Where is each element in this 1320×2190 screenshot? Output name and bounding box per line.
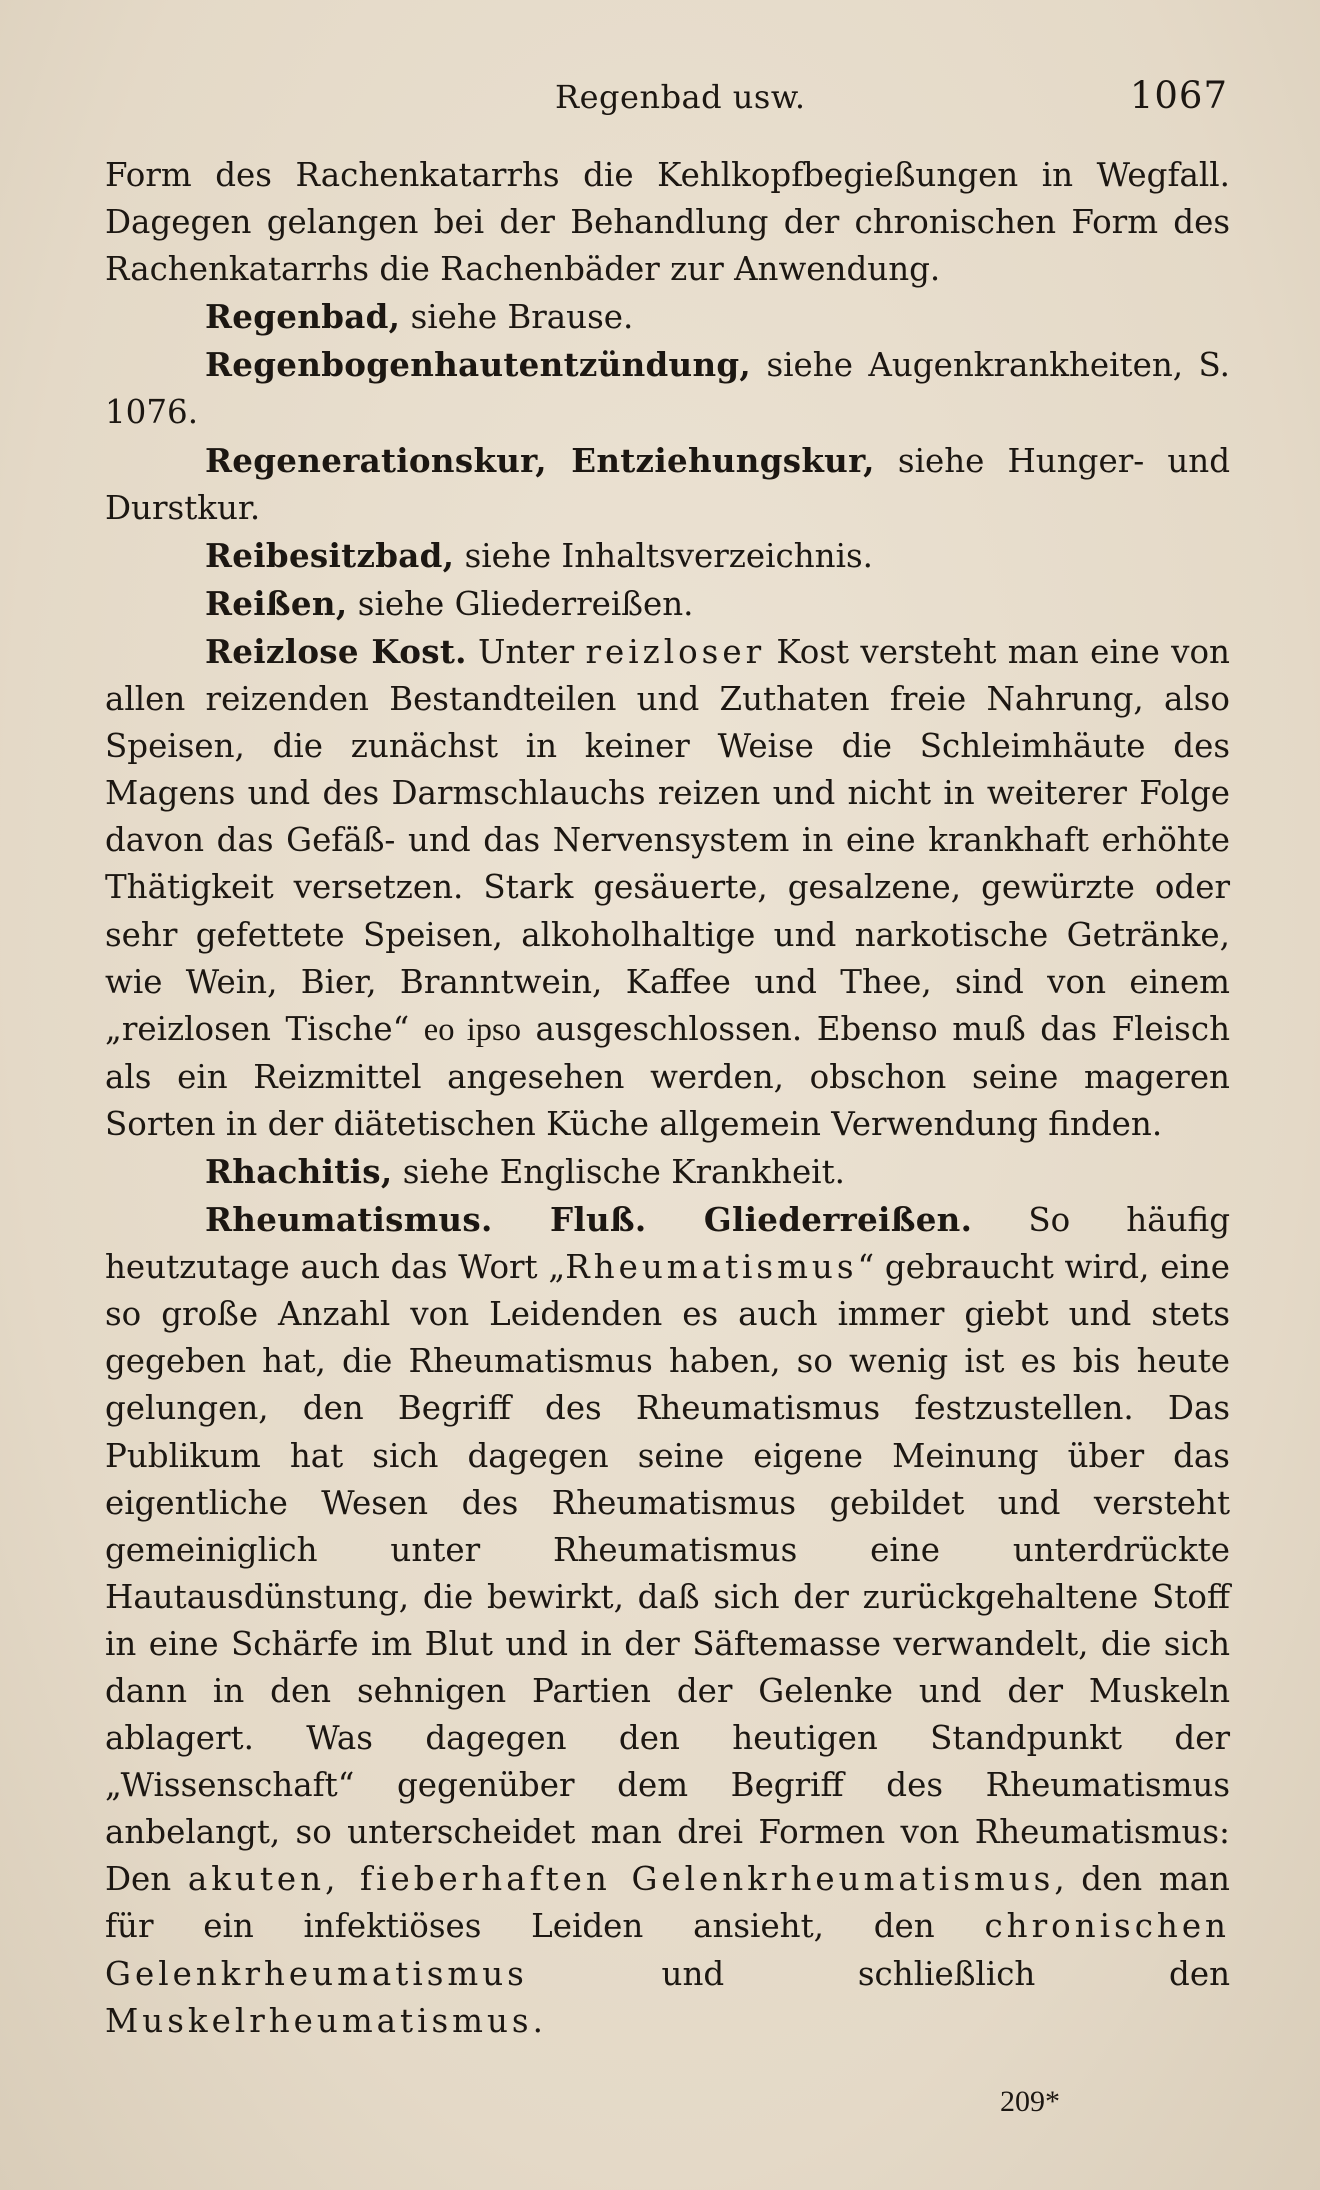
entry-rheumatismus: [105, 1196, 1230, 2045]
headword: Rheumatismus. Fluß. Gliederreißen.: [205, 1200, 973, 1240]
entry-regenbad: [105, 293, 1230, 341]
entry-text: Kost versteht man eine von allen reizenden Bestandteilen und Zuthaten freie Nahrung, also Speisen, die zunächst in keiner Weise die Schleimhäute des Magens und des Darmschlauchs reizen und nicht in weiterer Folge davon das Gefäß- und das Nervensystem in eine krankhaft erhöhte Thätigkeit versetzen. Stark gesäuerte, gesalzene, gewürzte oder sehr gefettete Speisen, alkoholhaltige und narkotische Getränke, wie Wein, Bier, Branntwein, Kaffee und Thee, sind von einem „reizlosen Tische“: [105, 632, 1230, 1048]
spaced-term: akuten, fieberhaften Gelenkrheumatismus: [187, 1860, 1055, 1899]
running-title: Regenbad usw.: [555, 78, 806, 116]
paragraph-text: Form des Rachenkatarrhs die Kehlkopfbegießungen in Wegfall. Dagegen gelangen bei der Behandlung der chronischen Form des Rachenkatarrhs die Rachenbäder zur Anwendung.: [105, 156, 1230, 289]
headword: Regenbad,: [205, 297, 401, 337]
headword: Rhachitis,: [205, 1151, 393, 1191]
entry-text: .: [532, 2001, 543, 2040]
signature-mark: 209*: [1000, 2085, 1060, 2118]
entry-reibesitzbad: [105, 532, 1230, 580]
page-number: 1067: [1129, 74, 1228, 117]
entry-text: Unter: [466, 632, 586, 671]
entry-text: siehe Inhaltsverzeichnis.: [454, 536, 873, 575]
entry-text: siehe Augenkrankheiten, S. 1076.: [105, 346, 1230, 432]
entry-text: siehe Englische Krankheit.: [392, 1152, 845, 1191]
entry-text: ausgeschlossen. Ebenso muß das Fleisch als ein Reizmittel angesehen werden, obschon seine mageren Sorten in der diätetischen Küche allgemein Verwendung finden.: [105, 1009, 1230, 1143]
spaced-term: chronischen Gelenkrheumatismus: [105, 1907, 1230, 1993]
headword: Reizlose Kost.: [205, 631, 467, 671]
entry-text: “ gebraucht wird, eine so große Anzahl von Leidenden es auch immer giebt und stets gegeben hat, die Rheumatismus haben, so wenig ist es bis heute gelungen, den Begriff des Rheumatismus festzustellen. Das Publikum hat sich dagegen seine eigene Meinung über das eigentliche Wesen des Rheumatismus gebildet und versteht gemeiniglich unter Rheumatismus eine unterdrückte Hautausdünstung, die bewirkt, daß sich der zurückgehaltene Stoff in eine Schärfe im Blut und in der Säftemasse verwandelt, die sich dann in den sehnigen Partien der Gelenke und der Muskeln ablagert. Was dagegen den heutigen Standpunkt der „Wissenschaft“ gegenüber dem Begriff des Rheumatismus anbelangt, so unterscheidet man drei Formen von Rheumatismus: Den: [105, 1248, 1230, 1899]
entry-regenbogenhautentzuendung: [105, 341, 1230, 436]
spaced-term: Muskelrheumatismus: [105, 2001, 533, 2040]
entry-text: siehe Gliederreißen.: [347, 584, 694, 623]
spaced-term: reizloser: [585, 632, 766, 671]
latin-phrase: eo ipso: [423, 1011, 521, 1048]
body-text: [105, 152, 1230, 2045]
entry-text: siehe Brause.: [400, 298, 634, 337]
headword: Reibesitzbad,: [205, 535, 455, 575]
headword: Regenerationskur, Entziehungskur,: [205, 440, 875, 480]
entry-regenerationskur: [105, 437, 1230, 532]
entry-text: und schließlich den: [527, 1954, 1230, 1993]
entry-reissen: [105, 580, 1230, 628]
paragraph-continuation: [105, 152, 1230, 293]
entry-text: So häufig heutzutage auch das Wort „: [105, 1201, 1230, 1287]
entry-rhachitis: [105, 1148, 1230, 1196]
entry-reizlose-kost: [105, 628, 1230, 1148]
spaced-term: Rheumatismus: [565, 1248, 858, 1287]
headword: Reißen,: [205, 583, 348, 623]
running-head: [0, 74, 1320, 118]
entry-text: siehe Hunger- und Durstkur.: [105, 441, 1230, 527]
headword: Regenbogenhautentzündung,: [205, 345, 752, 385]
entry-text: , den man für ein infektiöses Leiden ansieht, den: [105, 1860, 1230, 1946]
